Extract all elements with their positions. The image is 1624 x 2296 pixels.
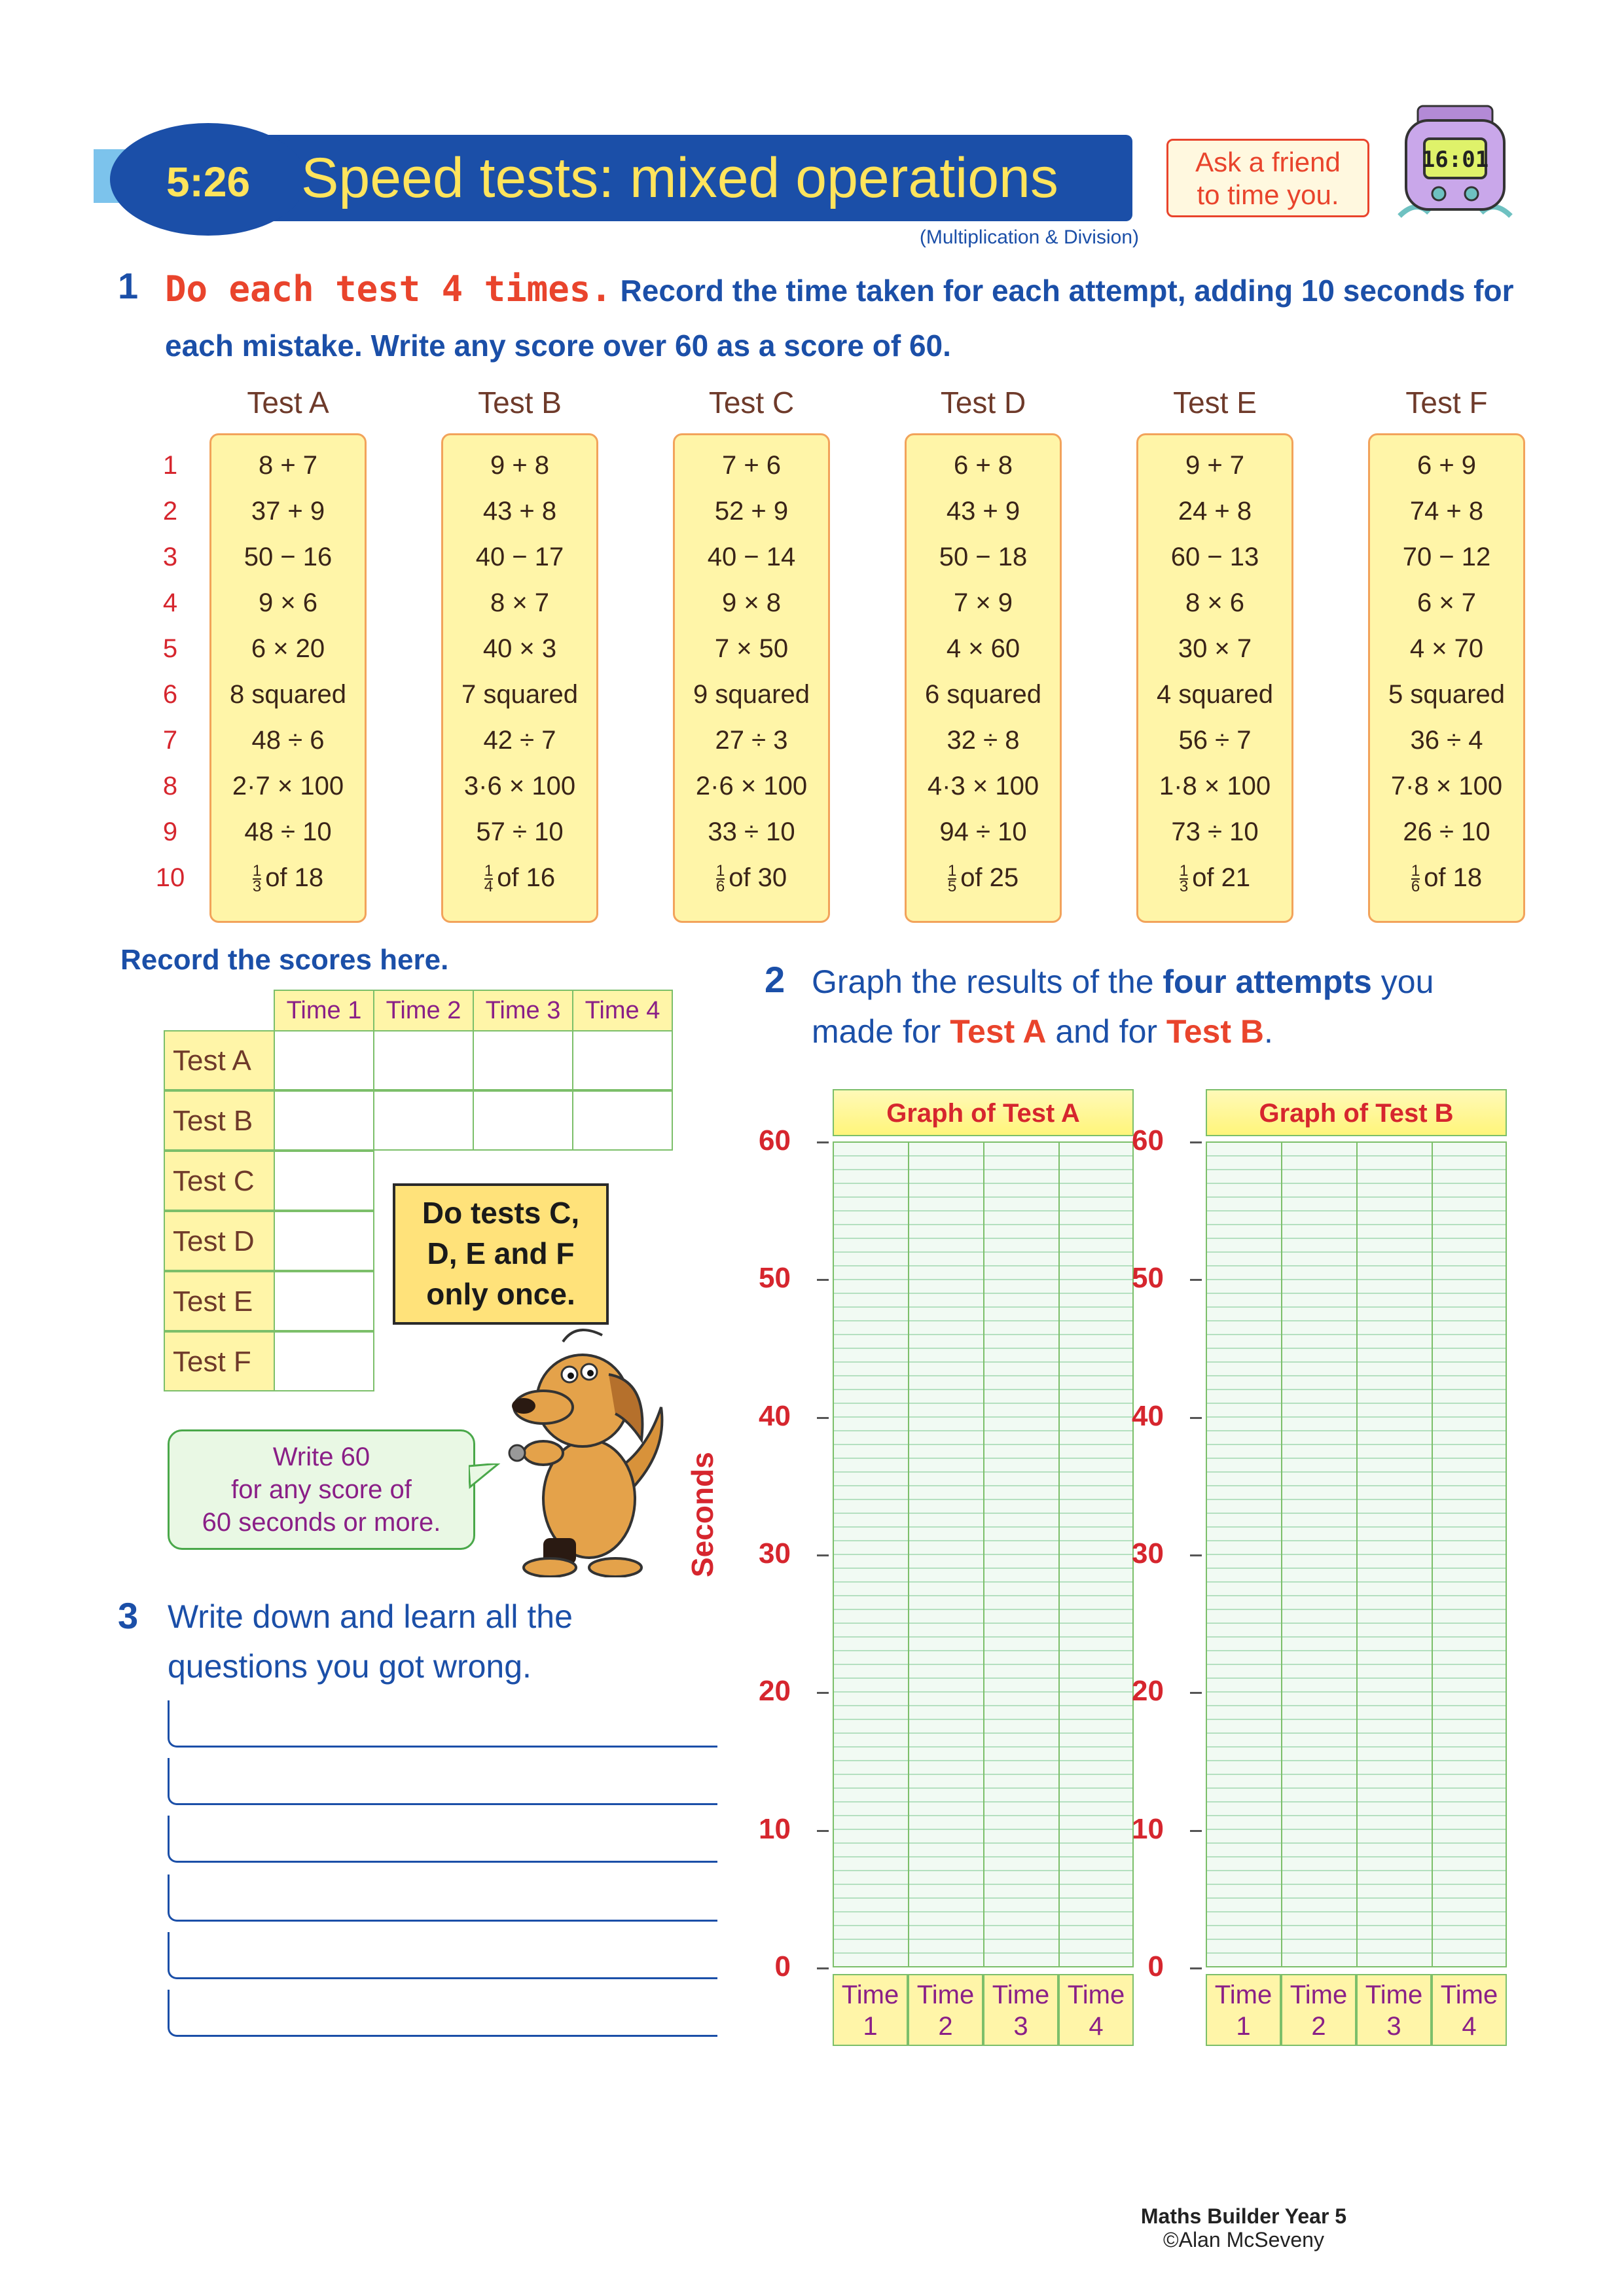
- y-axis-tick: [1190, 1554, 1202, 1556]
- test-question-fraction: [209, 855, 367, 901]
- test-question: 32 ÷ 8: [947, 726, 1020, 755]
- x-axis-label-word: Time: [916, 1981, 975, 2009]
- test-question: 8 + 7: [258, 451, 318, 480]
- fraction: [1411, 864, 1420, 894]
- question-2-text-part: .: [1264, 1013, 1273, 1050]
- page-title: Speed tests: mixed operations: [301, 147, 1058, 209]
- fraction-denominator: 5: [947, 878, 957, 896]
- test-question-fraction: [1368, 855, 1525, 901]
- x-axis-label-number: 1: [863, 2012, 878, 2041]
- fraction-rest: of 16: [497, 863, 556, 892]
- y-axis-tick-label: 30: [759, 1537, 791, 1570]
- score-row-label: Test F: [164, 1331, 275, 1391]
- test-question: 57 ÷ 10: [476, 817, 564, 846]
- test-question: 8 × 6: [1185, 588, 1245, 617]
- fraction-numerator: 1: [715, 862, 725, 880]
- test-question: 48 ÷ 10: [244, 817, 332, 846]
- test-question: 50 − 16: [244, 543, 333, 571]
- row-number: 3: [162, 543, 178, 571]
- score-cell[interactable]: [473, 1030, 573, 1090]
- fraction-denominator: 6: [715, 878, 725, 896]
- y-axis-tick: [1190, 1830, 1202, 1832]
- x-axis-label-number: 2: [1311, 2012, 1326, 2041]
- test-question: 56 ÷ 7: [1178, 726, 1252, 755]
- y-axis-tick-label: 40: [1132, 1399, 1164, 1432]
- y-axis-tick-label: 0: [774, 1950, 791, 1982]
- x-axis-label-number: 4: [1089, 2012, 1104, 2041]
- test-question: 7 × 50: [714, 634, 789, 663]
- page-subtitle: (Multiplication & Division): [919, 226, 1139, 248]
- x-axis-cell: [983, 1974, 1058, 2046]
- test-question: 24 + 8: [1178, 497, 1252, 526]
- y-axis-tick: [1190, 1967, 1202, 1969]
- speech-bubble-tail: [469, 1463, 501, 1490]
- test-question: 4 × 70: [1409, 634, 1484, 663]
- y-axis-tick: [817, 1554, 829, 1556]
- test-question: 7 + 6: [721, 451, 782, 480]
- x-axis-cell: [908, 1974, 983, 2046]
- score-cell[interactable]: [274, 1211, 374, 1271]
- question-2-text-part: and for: [1046, 1013, 1166, 1050]
- fraction: [1180, 864, 1188, 894]
- y-axis-tick: [1190, 1417, 1202, 1419]
- test-question-fraction: [905, 855, 1062, 901]
- test-question: 8 × 7: [490, 588, 550, 617]
- x-axis-label-word: Time: [1365, 1981, 1423, 2009]
- fraction-numerator: 1: [947, 862, 957, 880]
- x-axis-label-word: Time: [1214, 1981, 1272, 2009]
- fraction-rest: of 25: [960, 863, 1019, 892]
- y-axis-tick: [817, 1279, 829, 1281]
- score-cell[interactable]: [274, 1151, 374, 1211]
- x-axis-label-word: Time: [1067, 1981, 1125, 2009]
- question-2-emphasis: four attempts: [1163, 963, 1372, 1000]
- row-number: 8: [162, 772, 178, 800]
- graph-column-divider: [1356, 1141, 1358, 1967]
- question-2-number: 2: [765, 959, 785, 1000]
- x-axis-cell: [833, 1974, 908, 2046]
- x-axis-label-number: 3: [1386, 2012, 1401, 2041]
- test-question: 60 − 13: [1170, 543, 1259, 571]
- graph-column-divider: [983, 1141, 984, 1967]
- y-axis-tick: [817, 1967, 829, 1969]
- y-axis-tick-label: 40: [759, 1399, 791, 1432]
- answer-line-6[interactable]: [168, 1990, 717, 2037]
- score-cell[interactable]: [473, 1090, 573, 1151]
- test-question: 73 ÷ 10: [1171, 817, 1259, 846]
- fraction: [716, 864, 725, 894]
- x-axis-label-word: Time: [992, 1981, 1050, 2009]
- test-question: 26 ÷ 10: [1403, 817, 1490, 846]
- test-question: 6 × 20: [251, 634, 325, 663]
- graph-column-divider: [1281, 1141, 1282, 1967]
- fraction-denominator: 4: [484, 878, 494, 896]
- fraction-rest: of 21: [1192, 863, 1251, 892]
- x-axis-cell: [1356, 1974, 1432, 2046]
- score-row-label: Test A: [164, 1030, 275, 1090]
- test-question: 6 + 9: [1416, 451, 1477, 480]
- question-2-text: [812, 957, 1519, 1056]
- row-number: 9: [162, 817, 178, 846]
- score-cell[interactable]: [274, 1090, 374, 1151]
- y-axis-tick: [817, 1692, 829, 1694]
- y-axis-tick-label: 20: [759, 1675, 791, 1708]
- test-question: 43 + 8: [482, 497, 557, 526]
- row-number: 10: [155, 863, 185, 892]
- y-axis-tick-label: 50: [759, 1262, 791, 1295]
- test-heading: Test D: [940, 386, 1026, 420]
- fraction-denominator: 3: [252, 878, 262, 896]
- y-axis-tick: [817, 1830, 829, 1832]
- test-question: 9 × 8: [721, 588, 782, 617]
- test-heading: Test E: [1173, 386, 1257, 420]
- x-axis-label-number: 3: [1013, 2012, 1028, 2041]
- fraction-numerator: 1: [1411, 862, 1420, 880]
- x-axis-cell: [1281, 1974, 1356, 2046]
- test-question: 36 ÷ 4: [1410, 726, 1483, 755]
- test-question: 74 + 8: [1409, 497, 1484, 526]
- graph-column-divider: [908, 1141, 909, 1967]
- question-1-instructions: [165, 262, 1566, 373]
- row-number: 1: [162, 451, 178, 480]
- footer-copyright: ©Alan McSeveny: [1163, 2228, 1324, 2251]
- row-number: 7: [162, 726, 178, 755]
- test-heading: Test F: [1405, 386, 1488, 420]
- speech-bubble: [168, 1429, 475, 1550]
- graph-column-divider: [1432, 1141, 1433, 1967]
- row-number: 2: [162, 497, 178, 526]
- test-question: 7 squared: [461, 680, 578, 709]
- test-heading: Test C: [708, 386, 795, 420]
- y-axis-tick-label: 10: [1132, 1812, 1164, 1845]
- test-question: 4 × 60: [946, 634, 1020, 663]
- instruction-box: [393, 1183, 609, 1325]
- question-2-test-a: Test A: [950, 1013, 1047, 1050]
- test-question: 33 ÷ 10: [708, 817, 795, 846]
- fraction-rest: of 18: [1424, 863, 1483, 892]
- score-cell[interactable]: [274, 1331, 374, 1391]
- test-question: 30 × 7: [1178, 634, 1252, 663]
- x-axis-label-word: Time: [1290, 1981, 1348, 2009]
- y-axis-tick-label: 20: [1132, 1675, 1164, 1708]
- y-axis-tick-label: 0: [1147, 1950, 1164, 1982]
- instruction-line1: Do tests C,: [422, 1196, 580, 1230]
- graph-title: Graph of Test B: [1206, 1089, 1507, 1136]
- friend-note: [1166, 139, 1369, 217]
- y-axis-tick-label: 60: [759, 1124, 791, 1157]
- x-axis-cell: [1432, 1974, 1507, 2046]
- test-question: 6 × 7: [1416, 588, 1477, 617]
- test-question: 4·3 × 100: [927, 772, 1039, 800]
- test-question: 48 ÷ 6: [251, 726, 325, 755]
- test-question: 9 squared: [693, 680, 810, 709]
- speech-bubble-line2: for any score of: [231, 1475, 412, 1504]
- test-question: 40 − 17: [475, 543, 564, 571]
- test-question: 50 − 18: [939, 543, 1028, 571]
- score-row-label: Test E: [164, 1271, 275, 1331]
- test-question: 4 squared: [1157, 680, 1273, 709]
- test-question: 52 + 9: [714, 497, 789, 526]
- fraction-rest: of 30: [729, 863, 787, 892]
- question-2-text-part: Graph the results of the: [812, 963, 1163, 1000]
- question-2-text-part: you made for: [812, 963, 1434, 1050]
- test-question: 70 − 12: [1402, 543, 1491, 571]
- score-column-header: Time 3: [473, 990, 573, 1031]
- friend-note-line2: to time you.: [1197, 179, 1339, 210]
- y-axis-tick-label: 30: [1132, 1537, 1164, 1570]
- test-question: 7·8 × 100: [1390, 772, 1503, 800]
- test-question: 37 + 9: [251, 497, 325, 526]
- test-question: 9 + 8: [490, 451, 550, 480]
- stopwatch-display: 16:01: [1421, 147, 1489, 173]
- row-number: 5: [162, 634, 178, 663]
- question-1-text: Record the time taken for each attempt, adding 10 seconds for each mistake. Write any score over 60 as a score of 60.: [165, 274, 1514, 363]
- page-number: 5:26: [166, 158, 251, 206]
- fraction-numerator: 1: [1179, 862, 1189, 880]
- test-question: 40 − 14: [707, 543, 796, 571]
- speech-bubble-line3: 60 seconds or more.: [202, 1508, 441, 1537]
- y-axis-tick: [817, 1141, 829, 1143]
- question-3-number: 3: [118, 1595, 139, 1636]
- test-question: 2·6 × 100: [695, 772, 808, 800]
- test-question: 9 + 7: [1185, 451, 1245, 480]
- test-question: 43 + 9: [946, 497, 1020, 526]
- y-axis-tick-label: 50: [1132, 1262, 1164, 1295]
- fraction: [253, 864, 261, 894]
- test-question: 40 × 3: [482, 634, 557, 663]
- question-3-text: Write down and learn all the questions you got wrong.: [168, 1598, 573, 1685]
- footer-book-title: Maths Builder Year 5: [1140, 2204, 1347, 2228]
- question-2-test-b: Test B: [1166, 1013, 1265, 1050]
- score-column-header: Time 2: [373, 990, 474, 1031]
- answer-line-2[interactable]: [168, 1758, 717, 1805]
- x-axis-cell: [1058, 1974, 1134, 2046]
- x-axis-label-number: 4: [1462, 2012, 1477, 2041]
- graph-title: Graph of Test A: [833, 1089, 1134, 1136]
- y-axis-tick: [1190, 1141, 1202, 1143]
- score-row-label: Test B: [164, 1090, 275, 1151]
- score-cell[interactable]: [274, 1030, 374, 1090]
- x-axis-label-number: 1: [1236, 2012, 1251, 2041]
- answer-line-3[interactable]: [168, 1816, 717, 1863]
- friend-note-line1: Ask a friend: [1195, 147, 1341, 177]
- test-question: 6 squared: [925, 680, 1041, 709]
- question-1-lead: Do each test 4 times.: [165, 268, 612, 310]
- test-question: 27 ÷ 3: [715, 726, 788, 755]
- graph-column-divider: [1058, 1141, 1060, 1967]
- test-question: 5 squared: [1388, 680, 1505, 709]
- test-question: 2·7 × 100: [232, 772, 344, 800]
- y-axis-tick: [817, 1417, 829, 1419]
- test-heading: Test A: [247, 386, 329, 420]
- instruction-line3: only once.: [426, 1277, 575, 1311]
- instruction-line2: D, E and F: [427, 1236, 575, 1270]
- score-row-label: Test C: [164, 1151, 275, 1211]
- score-row-label: Test D: [164, 1211, 275, 1271]
- stopwatch-icon: [1386, 105, 1524, 223]
- x-axis-label-word: Time: [1440, 1981, 1498, 2009]
- score-cell[interactable]: [572, 1030, 673, 1090]
- test-heading: Test B: [478, 386, 562, 420]
- score-cell[interactable]: [572, 1090, 673, 1151]
- test-question: 42 ÷ 7: [483, 726, 556, 755]
- test-question: 9 × 6: [258, 588, 318, 617]
- test-question-fraction: [673, 855, 830, 901]
- score-column-header: Time 1: [274, 990, 374, 1031]
- x-axis-label-number: 2: [938, 2012, 953, 2041]
- fraction-rest: of 18: [265, 863, 324, 892]
- test-question: 7 × 9: [953, 588, 1013, 617]
- test-question: 3·6 × 100: [463, 772, 576, 800]
- test-question-fraction: [1136, 855, 1293, 901]
- row-number: 6: [162, 680, 178, 709]
- x-axis-label-word: Time: [841, 1981, 899, 2009]
- test-question: 1·8 × 100: [1159, 772, 1271, 800]
- score-cell[interactable]: [373, 1090, 474, 1151]
- y-axis-tick-label: 10: [759, 1812, 791, 1845]
- fraction: [484, 864, 493, 894]
- y-axis-tick: [1190, 1279, 1202, 1281]
- dog-with-stopwatch-icon: [497, 1322, 674, 1577]
- y-axis-label: Seconds: [685, 1452, 719, 1577]
- x-axis-cell: [1206, 1974, 1281, 2046]
- fraction-denominator: 3: [1179, 878, 1189, 896]
- question-1-number: 1: [118, 265, 139, 306]
- test-question: 6 + 8: [953, 451, 1013, 480]
- speech-bubble-line1: Write 60: [272, 1443, 370, 1471]
- answer-line-1[interactable]: [168, 1700, 717, 1748]
- y-axis-tick: [1190, 1692, 1202, 1694]
- answer-line-4[interactable]: [168, 1874, 717, 1922]
- test-question: 94 ÷ 10: [939, 817, 1027, 846]
- fraction-numerator: 1: [484, 862, 494, 880]
- test-question-fraction: [441, 855, 598, 901]
- test-question: 8 squared: [230, 680, 346, 709]
- y-axis-tick-label: 60: [1132, 1124, 1164, 1157]
- score-column-header: Time 4: [572, 990, 673, 1031]
- fraction-denominator: 6: [1411, 878, 1420, 896]
- fraction: [948, 864, 956, 894]
- score-table-title: Record the scores here.: [120, 944, 449, 976]
- score-cell[interactable]: [274, 1271, 374, 1331]
- fraction-numerator: 1: [252, 862, 262, 880]
- score-cell[interactable]: [373, 1030, 474, 1090]
- answer-line-5[interactable]: [168, 1932, 717, 1979]
- row-number: 4: [162, 588, 178, 617]
